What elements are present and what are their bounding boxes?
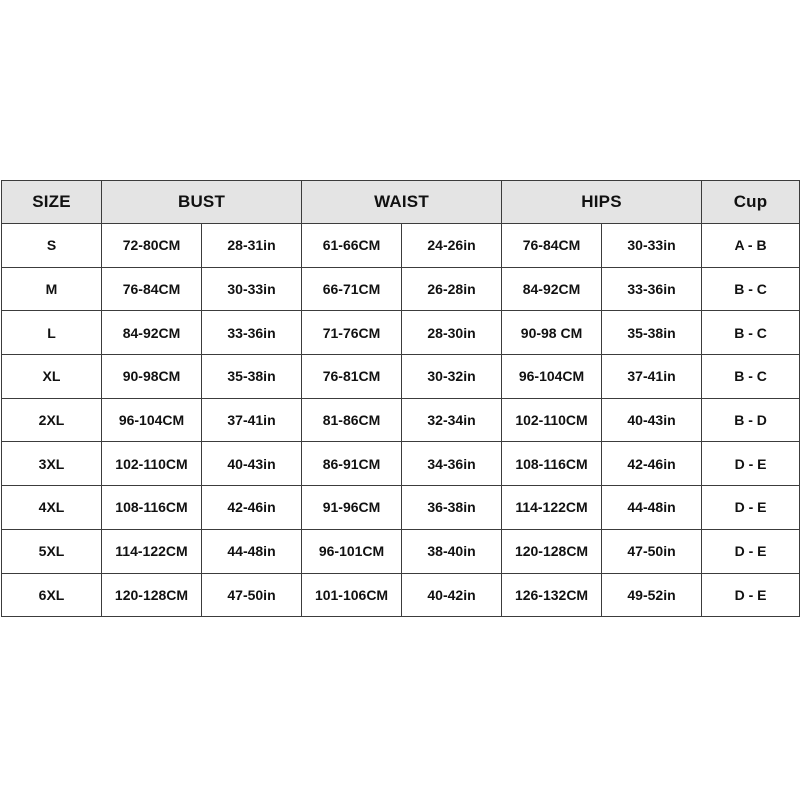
table-row [2,573,800,617]
header-size: SIZE [2,181,102,224]
hips-in-cell: 37-41in [602,355,702,399]
waist-in-cell: 38-40in [402,529,502,573]
bust-cm-cell: 76-84CM [102,267,202,311]
hips-cm-cell: 120-128CM [502,529,602,573]
table-row [2,267,800,311]
hips-in-cell: 35-38in [602,311,702,355]
table-row [2,398,800,442]
size-cell: S [2,224,102,268]
waist-in-cell: 34-36in [402,442,502,486]
cup-cell: B - C [702,267,800,311]
bust-cm-cell: 114-122CM [102,529,202,573]
header-bust: BUST [102,181,302,224]
cup-cell: B - D [702,398,800,442]
table-row [2,529,800,573]
header-cup: Cup [702,181,800,224]
hips-cm-cell: 96-104CM [502,355,602,399]
waist-cm-cell: 81-86CM [302,398,402,442]
waist-cm-cell: 76-81CM [302,355,402,399]
hips-in-cell: 44-48in [602,486,702,530]
waist-in-cell: 30-32in [402,355,502,399]
waist-in-cell: 40-42in [402,573,502,617]
waist-in-cell: 28-30in [402,311,502,355]
hips-cm-cell: 126-132CM [502,573,602,617]
waist-in-cell: 36-38in [402,486,502,530]
hips-cm-cell: 84-92CM [502,267,602,311]
hips-in-cell: 42-46in [602,442,702,486]
size-cell: 6XL [2,573,102,617]
bust-in-cell: 35-38in [202,355,302,399]
size-cell: 5XL [2,529,102,573]
bust-in-cell: 33-36in [202,311,302,355]
table-row [2,486,800,530]
hips-in-cell: 47-50in [602,529,702,573]
size-cell: 4XL [2,486,102,530]
waist-cm-cell: 61-66CM [302,224,402,268]
size-cell: L [2,311,102,355]
bust-in-cell: 42-46in [202,486,302,530]
hips-in-cell: 33-36in [602,267,702,311]
table-row [2,355,800,399]
cup-cell: D - E [702,486,800,530]
hips-in-cell: 49-52in [602,573,702,617]
header-waist: WAIST [302,181,502,224]
cup-cell: D - E [702,573,800,617]
bust-cm-cell: 102-110CM [102,442,202,486]
hips-cm-cell: 108-116CM [502,442,602,486]
cup-cell: B - C [702,311,800,355]
size-cell: 2XL [2,398,102,442]
hips-cm-cell: 114-122CM [502,486,602,530]
waist-in-cell: 26-28in [402,267,502,311]
waist-in-cell: 24-26in [402,224,502,268]
header-row [2,181,800,224]
bust-in-cell: 47-50in [202,573,302,617]
table-row [2,442,800,486]
bust-in-cell: 44-48in [202,529,302,573]
hips-cm-cell: 76-84CM [502,224,602,268]
bust-cm-cell: 84-92CM [102,311,202,355]
bust-in-cell: 40-43in [202,442,302,486]
waist-cm-cell: 66-71CM [302,267,402,311]
cup-cell: A - B [702,224,800,268]
waist-cm-cell: 71-76CM [302,311,402,355]
size-cell: M [2,267,102,311]
header-hips: HIPS [502,181,702,224]
bust-cm-cell: 96-104CM [102,398,202,442]
table-row [2,311,800,355]
waist-cm-cell: 86-91CM [302,442,402,486]
size-cell: 3XL [2,442,102,486]
bust-cm-cell: 120-128CM [102,573,202,617]
cup-cell: D - E [702,529,800,573]
size-chart-body [2,224,800,617]
bust-in-cell: 37-41in [202,398,302,442]
table-row [2,224,800,268]
waist-cm-cell: 101-106CM [302,573,402,617]
waist-cm-cell: 91-96CM [302,486,402,530]
hips-in-cell: 40-43in [602,398,702,442]
waist-cm-cell: 96-101CM [302,529,402,573]
hips-cm-cell: 90-98 CM [502,311,602,355]
hips-in-cell: 30-33in [602,224,702,268]
cup-cell: B - C [702,355,800,399]
hips-cm-cell: 102-110CM [502,398,602,442]
bust-in-cell: 30-33in [202,267,302,311]
cup-cell: D - E [702,442,800,486]
waist-in-cell: 32-34in [402,398,502,442]
bust-cm-cell: 90-98CM [102,355,202,399]
size-cell: XL [2,355,102,399]
size-chart-table [1,180,800,617]
bust-cm-cell: 108-116CM [102,486,202,530]
bust-in-cell: 28-31in [202,224,302,268]
bust-cm-cell: 72-80CM [102,224,202,268]
